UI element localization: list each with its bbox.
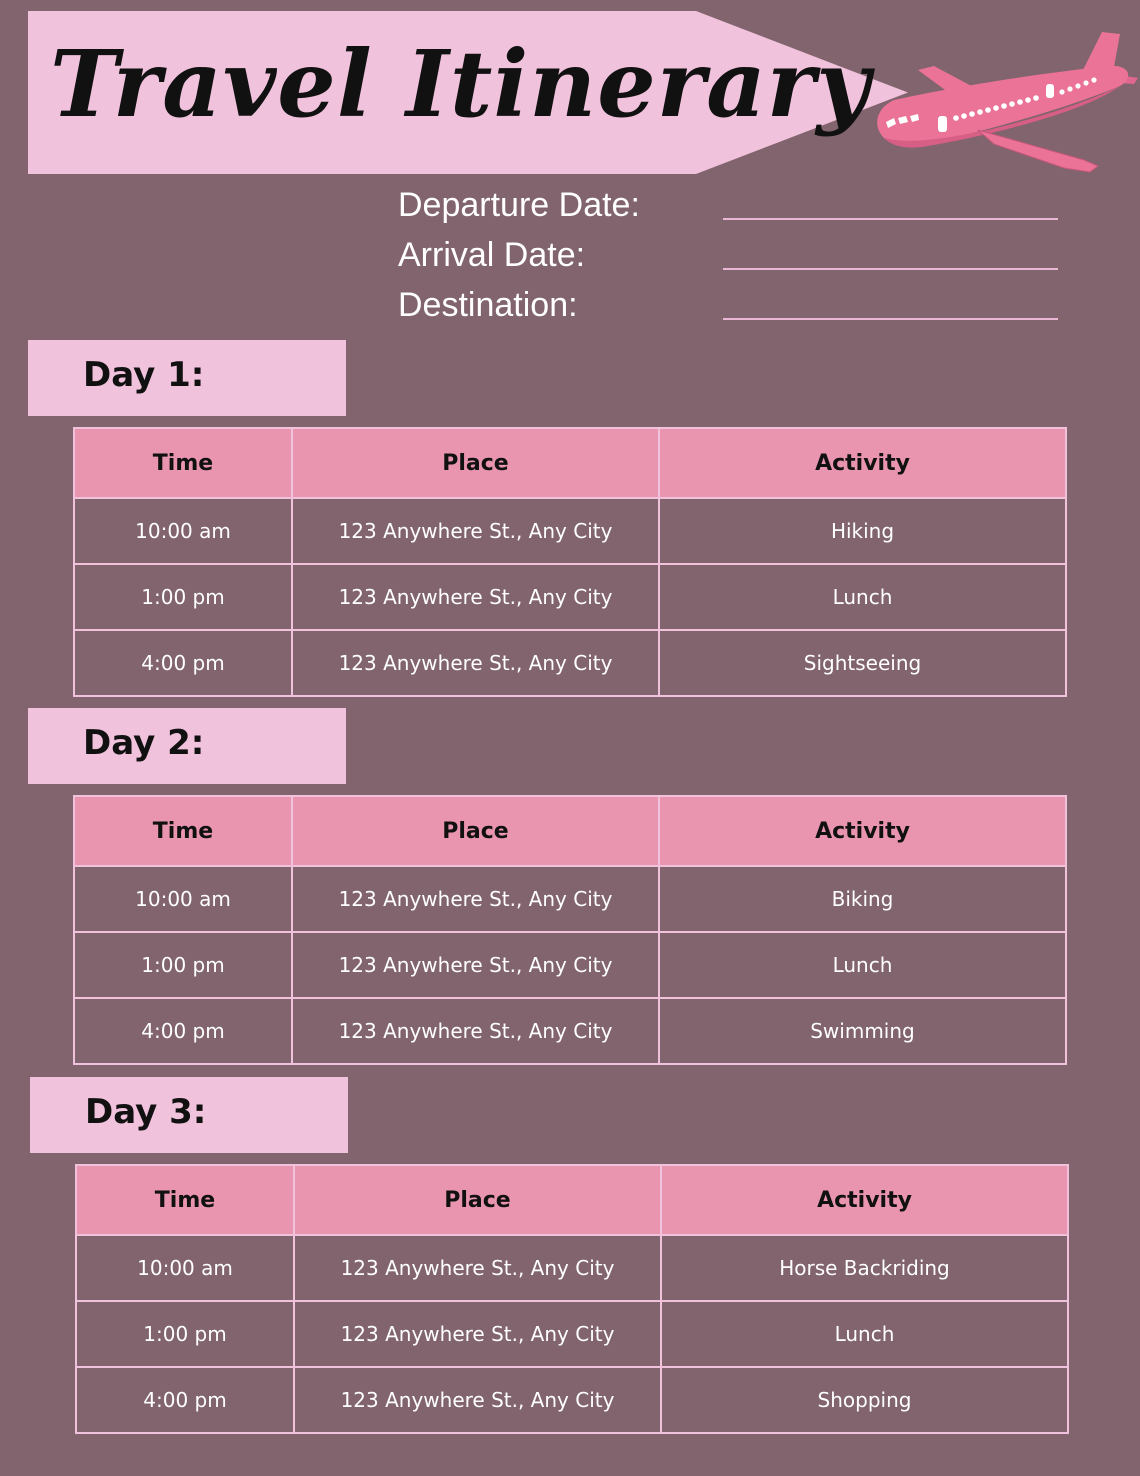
- day-1-table: [73, 427, 1067, 697]
- activity-cell: Shopping: [661, 1367, 1068, 1433]
- place-cell: 123 Anywhere St., Any City: [294, 1235, 661, 1301]
- column-header-time: Time: [74, 796, 292, 866]
- table-header-row: [74, 428, 1066, 498]
- place-cell: 123 Anywhere St., Any City: [292, 498, 659, 564]
- place-cell: 123 Anywhere St., Any City: [292, 932, 659, 998]
- place-cell: 123 Anywhere St., Any City: [294, 1367, 661, 1433]
- place-cell: 123 Anywhere St., Any City: [294, 1301, 661, 1367]
- departure-date-field[interactable]: [723, 218, 1058, 220]
- day-2-label: Day 2:: [83, 723, 205, 763]
- table-row: [74, 498, 1066, 564]
- place-cell: 123 Anywhere St., Any City: [292, 998, 659, 1064]
- time-cell: 4:00 pm: [76, 1367, 294, 1433]
- page-title: Travel Itinerary: [50, 30, 871, 138]
- time-cell: 10:00 am: [74, 866, 292, 932]
- day-2-table: [73, 795, 1067, 1065]
- day-3-table: [75, 1164, 1069, 1434]
- column-header-place: Place: [294, 1165, 661, 1235]
- column-header-time: Time: [76, 1165, 294, 1235]
- table-row: [74, 564, 1066, 630]
- column-header-time: Time: [74, 428, 292, 498]
- place-cell: 123 Anywhere St., Any City: [292, 564, 659, 630]
- activity-cell: Swimming: [659, 998, 1066, 1064]
- activity-cell: Lunch: [659, 564, 1066, 630]
- arrival-date-label: Arrival Date:: [398, 236, 586, 274]
- table-row: [76, 1235, 1068, 1301]
- destination-label: Destination:: [398, 286, 578, 324]
- table-row: [76, 1367, 1068, 1433]
- table-row: [74, 630, 1066, 696]
- table-row: [76, 1301, 1068, 1367]
- departure-date-label: Departure Date:: [398, 186, 640, 224]
- table-header-row: [76, 1165, 1068, 1235]
- column-header-place: Place: [292, 428, 659, 498]
- destination-field[interactable]: [723, 318, 1058, 320]
- day-2-header: [28, 708, 346, 784]
- activity-cell: Hiking: [659, 498, 1066, 564]
- column-header-activity: Activity: [659, 796, 1066, 866]
- column-header-activity: Activity: [661, 1165, 1068, 1235]
- activity-cell: Lunch: [659, 932, 1066, 998]
- time-cell: 1:00 pm: [76, 1301, 294, 1367]
- column-header-activity: Activity: [659, 428, 1066, 498]
- day-3-label: Day 3:: [85, 1092, 207, 1132]
- day-3-header: [30, 1077, 348, 1153]
- activity-cell: Sightseeing: [659, 630, 1066, 696]
- time-cell: 4:00 pm: [74, 630, 292, 696]
- time-cell: 10:00 am: [74, 498, 292, 564]
- time-cell: 10:00 am: [76, 1235, 294, 1301]
- arrival-date-field[interactable]: [723, 268, 1058, 270]
- table-row: [74, 998, 1066, 1064]
- day-1-label: Day 1:: [83, 355, 205, 395]
- activity-cell: Biking: [659, 866, 1066, 932]
- airplane-icon: [868, 26, 1140, 176]
- time-cell: 1:00 pm: [74, 564, 292, 630]
- place-cell: 123 Anywhere St., Any City: [292, 866, 659, 932]
- activity-cell: Lunch: [661, 1301, 1068, 1367]
- time-cell: 4:00 pm: [74, 998, 292, 1064]
- day-1-header: [28, 340, 346, 416]
- table-header-row: [74, 796, 1066, 866]
- place-cell: 123 Anywhere St., Any City: [292, 630, 659, 696]
- table-row: [74, 866, 1066, 932]
- time-cell: 1:00 pm: [74, 932, 292, 998]
- table-row: [74, 932, 1066, 998]
- column-header-place: Place: [292, 796, 659, 866]
- activity-cell: Horse Backriding: [661, 1235, 1068, 1301]
